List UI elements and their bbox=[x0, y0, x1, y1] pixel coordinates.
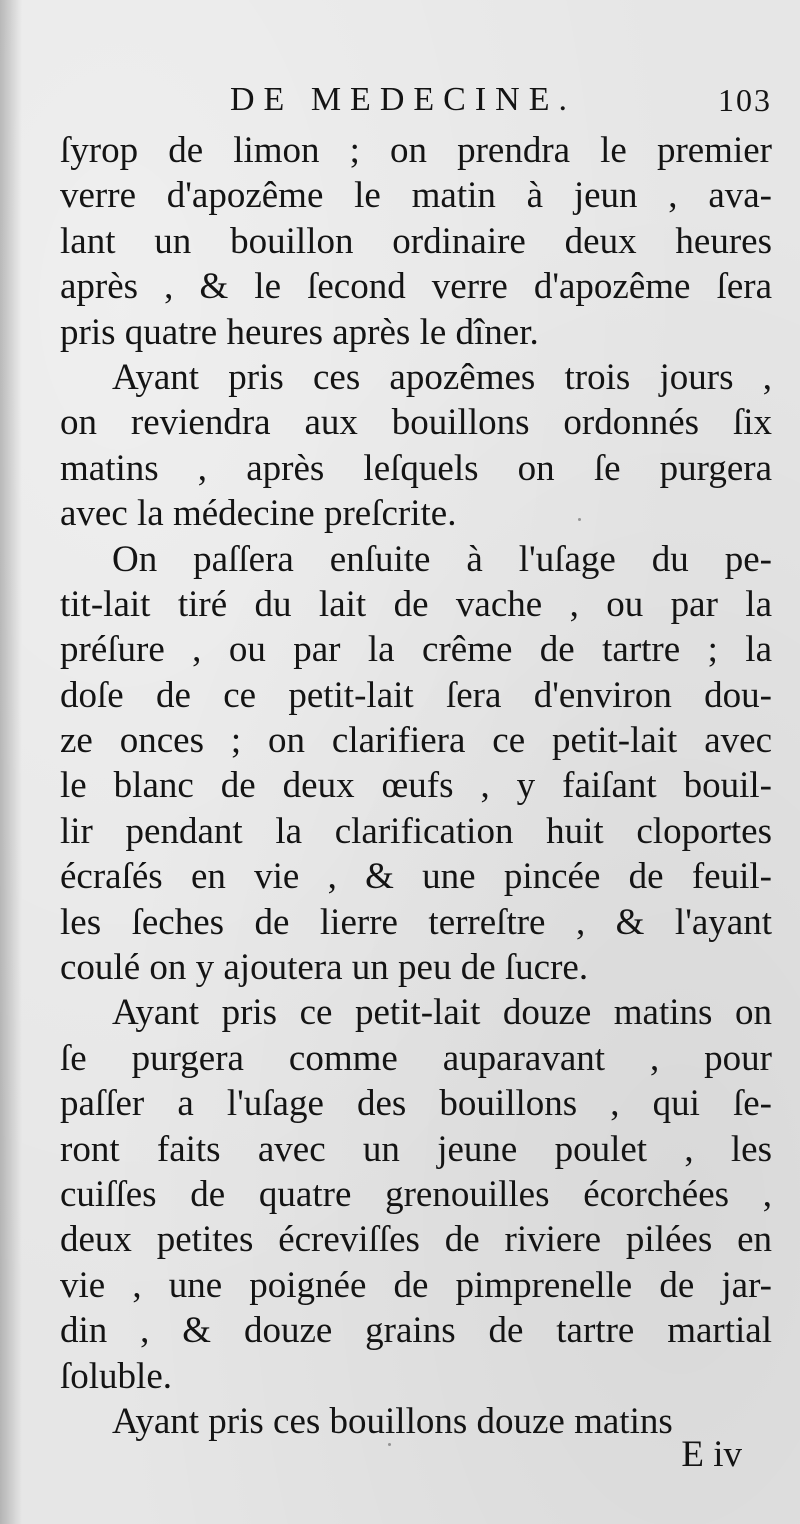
text-line: écraſés en vie , & une pincée de feuil- bbox=[60, 856, 772, 898]
text-line: après , & le ſecond verre d'apozême ſera bbox=[60, 266, 772, 308]
text-line: lir pendant la clarification huit cloportes bbox=[60, 810, 772, 852]
text-line: on reviendra aux bouillons ordonnés ſix bbox=[60, 402, 772, 444]
text-line: deux petites écreviſſes de riviere pilées en bbox=[60, 1219, 772, 1261]
text-line: Ayant pris ces bouillons douze matins bbox=[112, 1400, 673, 1442]
text-line: ſyrop de limon ; on prendra le premier bbox=[60, 130, 772, 171]
signature-mark: E iv bbox=[681, 1434, 742, 1475]
text-line: ront faits avec un jeune poulet , les bbox=[60, 1128, 772, 1170]
text-line: avec la médecine preſcrite. bbox=[60, 493, 457, 535]
paragraph bbox=[60, 355, 772, 537]
running-head bbox=[60, 78, 772, 122]
body-text bbox=[60, 128, 772, 1444]
paragraph bbox=[60, 537, 772, 991]
text-line: Ayant pris ces apozêmes trois jours , bbox=[112, 356, 772, 398]
text-line: préſure , ou par la crême de tartre ; la bbox=[60, 629, 772, 671]
ink-speck bbox=[578, 518, 581, 521]
text-line: din , & douze grains de tartre martial bbox=[60, 1310, 772, 1352]
text-line: tit-lait tiré du lait de vache , ou par la bbox=[60, 583, 772, 625]
text-line: Ayant pris ce petit-lait douze matins on bbox=[112, 992, 772, 1034]
text-line: les ſeches de lierre terreſtre , & l'ayant bbox=[60, 901, 772, 943]
text-line: ſoluble. bbox=[60, 1355, 173, 1397]
running-head-title: DE MEDECINE. bbox=[230, 81, 576, 118]
ink-speck bbox=[388, 1443, 391, 1446]
page-number: 103 bbox=[718, 82, 772, 118]
text-line: matins , après leſquels on ſe purgera bbox=[60, 447, 772, 489]
text-line: cuiſſes de quatre grenouilles écorchées , bbox=[60, 1173, 772, 1215]
text-line: verre d'apozême le matin à jeun , ava- bbox=[60, 175, 772, 217]
text-line: vie , une poignée de pimprenelle de jar- bbox=[60, 1264, 772, 1306]
text-line: paſſer a l'uſage des bouillons , qui ſe- bbox=[60, 1083, 772, 1125]
text-line: le blanc de deux œufs , y faiſant bouil- bbox=[60, 765, 772, 807]
text-line: coulé on y ajoutera un peu de ſucre. bbox=[60, 947, 589, 989]
text-line: On paſſera enſuite à l'uſage du pe- bbox=[112, 538, 772, 580]
paragraph bbox=[60, 990, 772, 1399]
text-line: lant un bouillon ordinaire deux heures bbox=[60, 220, 772, 262]
text-line: pris quatre heures après le dîner. bbox=[60, 311, 539, 353]
gutter-shadow bbox=[0, 0, 22, 1524]
text-line: doſe de ce petit-lait ſera d'environ dou- bbox=[60, 674, 772, 716]
paragraph bbox=[60, 128, 772, 355]
text-line: ſe purgera comme auparavant , pour bbox=[60, 1037, 772, 1079]
text-line: ze onces ; on clarifiera ce petit-lait avec bbox=[60, 720, 772, 762]
